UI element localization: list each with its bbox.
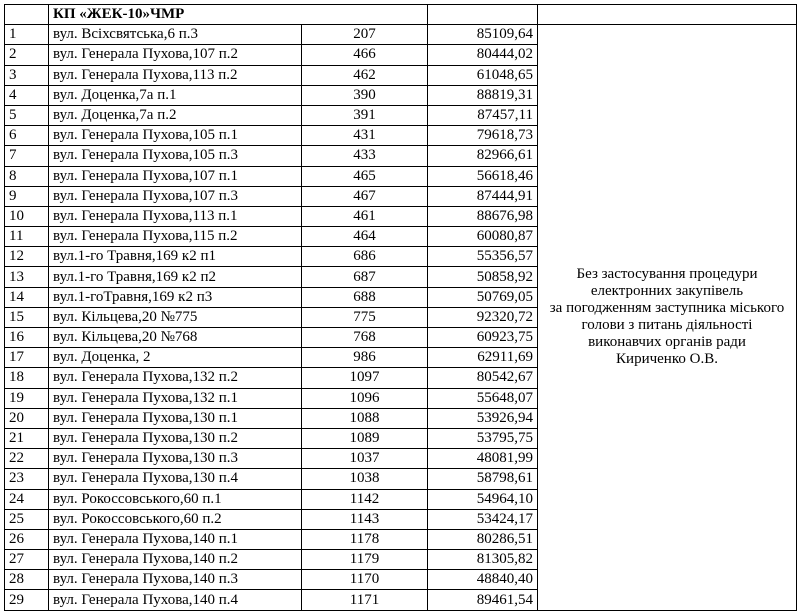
row-code: 1037: [302, 449, 428, 469]
header-sum-cell: [428, 5, 538, 25]
row-number: 14: [5, 287, 49, 307]
row-code: 461: [302, 206, 428, 226]
row-address: вул. Всіхсвятська,6 п.3: [49, 25, 302, 45]
row-sum: 56618,46: [428, 166, 538, 186]
note-line: виконавчих органів ради: [588, 334, 746, 351]
row-address: вул. Генерала Пухова,140 п.4: [49, 590, 302, 610]
row-sum: 87444,91: [428, 186, 538, 206]
row-sum: 88819,31: [428, 85, 538, 105]
row-address: вул. Доценка, 2: [49, 348, 302, 368]
row-code: 467: [302, 186, 428, 206]
row-number: 4: [5, 85, 49, 105]
row-sum: 80444,02: [428, 45, 538, 65]
row-number: 1: [5, 25, 49, 45]
row-address: вул. Генерала Пухова,105 п.3: [49, 146, 302, 166]
row-address: вул. Генерала Пухова,107 п.1: [49, 166, 302, 186]
row-address: вул.1-го Травня,169 к2 п1: [49, 247, 302, 267]
row-address: вул. Генерала Пухова,140 п.2: [49, 550, 302, 570]
row-code: 1142: [302, 489, 428, 509]
row-number: 27: [5, 550, 49, 570]
row-number: 2: [5, 45, 49, 65]
row-sum: 60080,87: [428, 227, 538, 247]
row-code: 686: [302, 247, 428, 267]
note-line: електронних закупівель: [590, 283, 744, 300]
row-address: вул. Генерала Пухова,130 п.2: [49, 428, 302, 448]
row-number: 8: [5, 166, 49, 186]
row-address: вул. Доценка,7а п.2: [49, 105, 302, 125]
row-code: 1097: [302, 368, 428, 388]
row-number: 26: [5, 529, 49, 549]
row-number: 17: [5, 348, 49, 368]
note-line: Кириченко О.В.: [616, 351, 718, 368]
row-address: вул. Генерала Пухова,107 п.2: [49, 45, 302, 65]
row-address: вул. Генерала Пухова,130 п.4: [49, 469, 302, 489]
table-body: [5, 5, 797, 611]
row-address: вул. Кільцева,20 №768: [49, 328, 302, 348]
row-sum: 79618,73: [428, 126, 538, 146]
header-note-cell: [538, 5, 797, 25]
row-number: 11: [5, 227, 49, 247]
row-sum: 48840,40: [428, 570, 538, 590]
note-line: голови з питань діяльності: [581, 317, 753, 334]
row-code: 687: [302, 267, 428, 287]
row-code: 431: [302, 126, 428, 146]
row-code: 466: [302, 45, 428, 65]
row-code: 775: [302, 307, 428, 327]
row-code: 1038: [302, 469, 428, 489]
row-number: 21: [5, 428, 49, 448]
organization-title: КП «ЖЕК-10»ЧМР: [49, 5, 428, 25]
row-address: вул. Доценка,7а п.1: [49, 85, 302, 105]
row-address: вул. Генерала Пухова,105 п.1: [49, 126, 302, 146]
row-address: вул. Рокоссовського,60 п.2: [49, 509, 302, 529]
row-number: 28: [5, 570, 49, 590]
row-number: 12: [5, 247, 49, 267]
row-sum: 89461,54: [428, 590, 538, 610]
row-number: 29: [5, 590, 49, 610]
row-sum: 87457,11: [428, 105, 538, 125]
row-code: 1089: [302, 428, 428, 448]
row-number: 16: [5, 328, 49, 348]
row-address: вул. Генерала Пухова,113 п.2: [49, 65, 302, 85]
row-sum: 81305,82: [428, 550, 538, 570]
row-number: 9: [5, 186, 49, 206]
row-sum: 85109,64: [428, 25, 538, 45]
row-number: 22: [5, 449, 49, 469]
row-code: 1088: [302, 408, 428, 428]
row-code: 390: [302, 85, 428, 105]
header-row: [5, 5, 797, 25]
row-address: вул.1-го Травня,169 к2 п2: [49, 267, 302, 287]
row-code: 207: [302, 25, 428, 45]
row-sum: 50769,05: [428, 287, 538, 307]
row-code: 688: [302, 287, 428, 307]
row-code: 391: [302, 105, 428, 125]
row-address: вул. Генерала Пухова,132 п.1: [49, 388, 302, 408]
procurement-table: [4, 4, 797, 611]
row-number: 10: [5, 206, 49, 226]
row-sum: 50858,92: [428, 267, 538, 287]
row-sum: 60923,75: [428, 328, 538, 348]
row-address: вул. Генерала Пухова,115 п.2: [49, 227, 302, 247]
row-number: 23: [5, 469, 49, 489]
row-address: вул. Рокоссовського,60 п.1: [49, 489, 302, 509]
row-number: 7: [5, 146, 49, 166]
row-sum: 82966,61: [428, 146, 538, 166]
row-address: вул. Генерала Пухова,107 п.3: [49, 186, 302, 206]
row-sum: 48081,99: [428, 449, 538, 469]
row-address: вул. Генерала Пухова,140 п.3: [49, 570, 302, 590]
note-line: Без застосування процедури: [576, 266, 758, 283]
row-address: вул. Кільцева,20 №775: [49, 307, 302, 327]
row-code: 1170: [302, 570, 428, 590]
row-number: 13: [5, 267, 49, 287]
row-number: 3: [5, 65, 49, 85]
row-sum: 92320,72: [428, 307, 538, 327]
row-number: 18: [5, 368, 49, 388]
row-code: 464: [302, 227, 428, 247]
row-address: вул.1-гоТравня,169 к2 п3: [49, 287, 302, 307]
row-code: 1096: [302, 388, 428, 408]
header-num-cell: [5, 5, 49, 25]
procurement-note: [538, 25, 797, 610]
row-code: 465: [302, 166, 428, 186]
row-code: 1143: [302, 509, 428, 529]
row-code: 768: [302, 328, 428, 348]
table-row: [5, 25, 797, 45]
row-number: 6: [5, 126, 49, 146]
row-sum: 53795,75: [428, 428, 538, 448]
row-number: 20: [5, 408, 49, 428]
row-number: 5: [5, 105, 49, 125]
row-code: 1171: [302, 590, 428, 610]
row-number: 15: [5, 307, 49, 327]
row-code: 1178: [302, 529, 428, 549]
row-sum: 55356,57: [428, 247, 538, 267]
row-number: 19: [5, 388, 49, 408]
row-sum: 53424,17: [428, 509, 538, 529]
row-sum: 62911,69: [428, 348, 538, 368]
row-address: вул. Генерала Пухова,140 п.1: [49, 529, 302, 549]
row-code: 1179: [302, 550, 428, 570]
row-address: вул. Генерала Пухова,130 п.3: [49, 449, 302, 469]
row-sum: 80542,67: [428, 368, 538, 388]
row-code: 986: [302, 348, 428, 368]
row-sum: 54964,10: [428, 489, 538, 509]
row-sum: 58798,61: [428, 469, 538, 489]
row-sum: 80286,51: [428, 529, 538, 549]
row-address: вул. Генерала Пухова,113 п.1: [49, 206, 302, 226]
row-address: вул. Генерала Пухова,132 п.2: [49, 368, 302, 388]
row-sum: 55648,07: [428, 388, 538, 408]
row-code: 433: [302, 146, 428, 166]
row-number: 25: [5, 509, 49, 529]
row-sum: 53926,94: [428, 408, 538, 428]
row-sum: 61048,65: [428, 65, 538, 85]
note-line: за погодженням заступника міського: [549, 300, 785, 317]
row-code: 462: [302, 65, 428, 85]
row-sum: 88676,98: [428, 206, 538, 226]
row-address: вул. Генерала Пухова,130 п.1: [49, 408, 302, 428]
row-number: 24: [5, 489, 49, 509]
